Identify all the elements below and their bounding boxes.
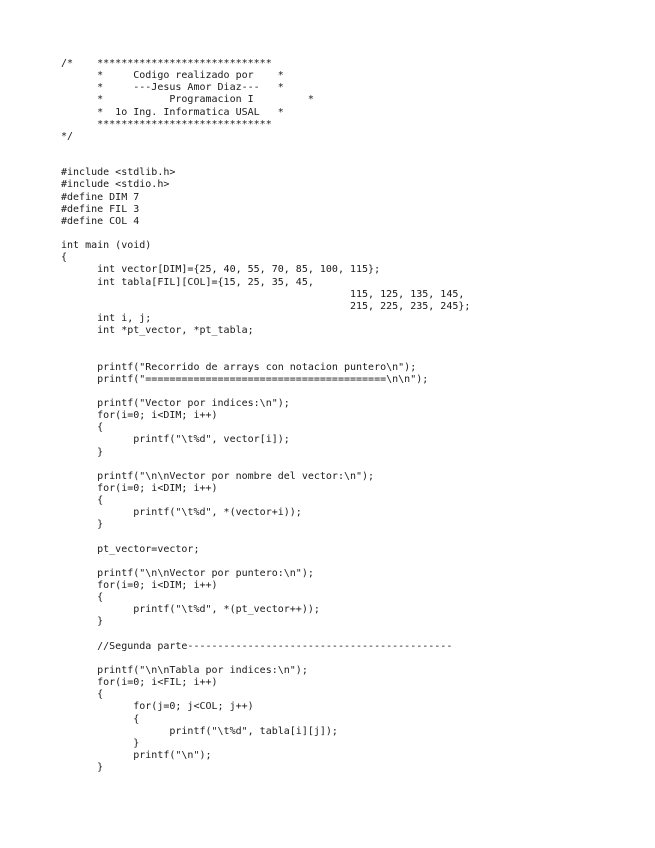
code-line: pt_vector=vector;: [61, 543, 200, 555]
code-line: {: [61, 713, 140, 725]
code-line: for(j=0; j<COL; j++): [61, 701, 254, 713]
code-line: printf("\n\nTabla por indices:\n");: [61, 665, 308, 677]
code-line: #define COL 4: [61, 215, 140, 227]
code-line: */: [61, 130, 74, 142]
code-line: [61, 629, 470, 641]
code-line: *****************************: [61, 118, 272, 130]
code-line: printf("\n");: [61, 750, 212, 762]
code-line: * Programacion I *: [61, 94, 314, 106]
code-line: int vector[DIM]={25, 40, 55, 70, 85, 100, 115};: [61, 264, 381, 276]
code-line: #define DIM 7: [61, 191, 140, 203]
code-line: /* *****************************: [61, 58, 272, 69]
code-line: [61, 459, 470, 471]
code-line: printf("========================================\n\n");: [61, 373, 429, 385]
code-line: printf("\t%d", tabla[i][j]);: [61, 725, 338, 737]
code-line: int tabla[FIL][COL]={15, 25, 35, 45,: [61, 276, 314, 288]
code-line: [61, 386, 470, 398]
code-line: [61, 653, 470, 665]
code-line: int *pt_vector, *pt_tabla;: [61, 325, 254, 337]
code-line: printf("\t%d", vector[i]);: [61, 434, 290, 446]
code-line: printf("\n\nVector por nombre del vector:\n");: [61, 470, 375, 482]
code-line: #include <stdlib.h>: [61, 167, 176, 179]
code-line: * ---Jesus Amor Diaz--- *: [61, 82, 284, 94]
code-line: int i, j;: [61, 312, 152, 324]
code-line: [61, 556, 470, 568]
code-line: {: [61, 495, 104, 507]
code-line: * Codigo realizado por *: [61, 70, 284, 82]
code-line: 115, 125, 135, 145,: [61, 288, 465, 300]
source-code-block: [61, 58, 470, 774]
code-line: for(i=0; i<DIM; i++): [61, 410, 218, 422]
code-line: }: [61, 519, 104, 531]
code-line: [61, 349, 470, 361]
code-line: int main (void): [61, 240, 152, 252]
code-line: #define FIL 3: [61, 203, 140, 215]
code-line: printf("Recorrido de arrays con notacion puntero\n");: [61, 361, 417, 373]
code-line: {: [61, 689, 104, 701]
code-line: printf("\t%d", *(pt_vector++));: [61, 604, 320, 616]
code-line: printf("Vector por indices:\n");: [61, 397, 290, 409]
code-line: printf("\n\nVector por puntero:\n");: [61, 567, 314, 579]
code-line: for(i=0; i<DIM; i++): [61, 580, 218, 592]
code-line: * 1o Ing. Informatica USAL *: [61, 106, 284, 118]
code-line: printf("\t%d", *(vector+i));: [61, 507, 302, 519]
code-line: [61, 228, 470, 240]
code-line: #include <stdio.h>: [61, 179, 170, 191]
code-line: //Segunda parte--------------------------------------------: [61, 640, 453, 652]
code-line: [61, 337, 470, 349]
code-line: }: [61, 737, 140, 749]
code-line: }: [61, 446, 104, 458]
code-line: {: [61, 252, 68, 264]
code-line: 215, 225, 235, 245};: [61, 300, 471, 312]
code-line: for(i=0; i<FIL; i++): [61, 677, 218, 689]
code-line: }: [61, 616, 104, 628]
code-line: for(i=0; i<DIM; i++): [61, 482, 218, 494]
code-line: [61, 143, 470, 155]
code-line: }: [61, 762, 104, 774]
code-line: {: [61, 422, 104, 434]
code-line: [61, 531, 470, 543]
code-line: [61, 155, 470, 167]
code-line: {: [61, 592, 104, 604]
